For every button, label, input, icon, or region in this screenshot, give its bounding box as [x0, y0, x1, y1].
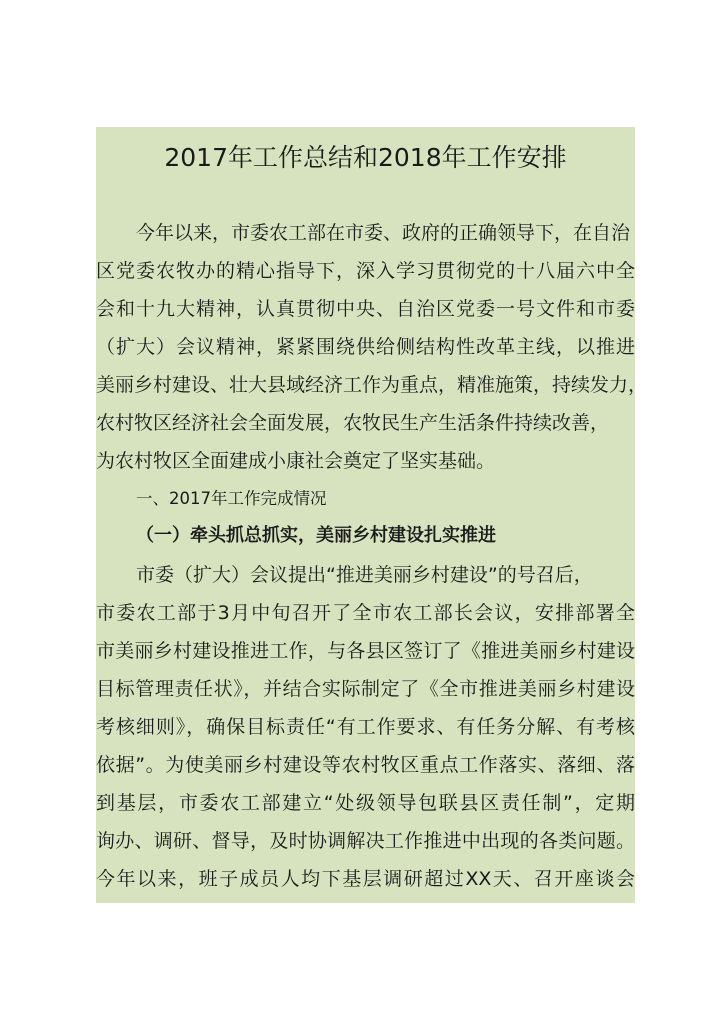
paragraph-line: 考核细则》，确保目标责任“有工作要求、有任务分解、有考核: [96, 716, 635, 738]
paragraph-line: 今年以来，市委农工部在市委、政府的正确领导下，在自治: [136, 222, 631, 244]
paragraph-line: 市委农工部于3月中旬召开了全市农工部长会议，安排部署全: [96, 602, 635, 624]
section-heading: 一、2017年工作完成情况: [136, 489, 327, 508]
paragraph-line: 询办、调研、督导，及时协调解决工作推进中出现的各类问题。: [96, 830, 635, 852]
paragraph-line: 为农村牧区全面建成小康社会奠定了坚实基础。: [96, 450, 496, 472]
paragraph-line: 依据”。为使美丽乡村建设等农村牧区重点工作落实、落细、落: [96, 754, 635, 776]
paragraph-line: 市委（扩大）会议提出“推进美丽乡村建设”的号召后，: [136, 564, 593, 586]
paragraph-line: （扩大）会议精神，紧紧围绕供给侧结构性改革主线，以推进: [96, 336, 635, 358]
paragraph-line: 今年以来，班子成员人均下基层调研超过XX天、召开座谈会: [96, 868, 635, 890]
paragraph-line: 农村牧区经济社会全面发展，农牧民生产生活条件持续改善，: [96, 412, 610, 434]
paragraph-line: 区党委农牧办的精心指导下，深入学习贯彻党的十八届六中全: [96, 260, 635, 282]
paragraph-line: 市美丽乡村建设推进工作，与各县区签订了《推进美丽乡村建设: [96, 640, 635, 662]
paragraph-line: 美丽乡村建设、壮大县域经济工作为重点，精准施策，持续发力，: [96, 374, 648, 396]
document-title: 2017年工作总结和2018年工作安排: [164, 143, 567, 172]
subsection-heading: （一）牵头抓总抓实，美丽乡村建设扎实推进: [136, 525, 496, 546]
paragraph-line: 目标管理责任状》，并结合实际制定了《全市推进美丽乡村建设: [96, 678, 635, 700]
paragraph-line: 到基层，市委农工部建立“处级领导包联县区责任制”，定期: [96, 792, 635, 814]
paragraph-line: 会和十九大精神，认真贯彻中央、自治区党委一号文件和市委: [96, 298, 635, 320]
